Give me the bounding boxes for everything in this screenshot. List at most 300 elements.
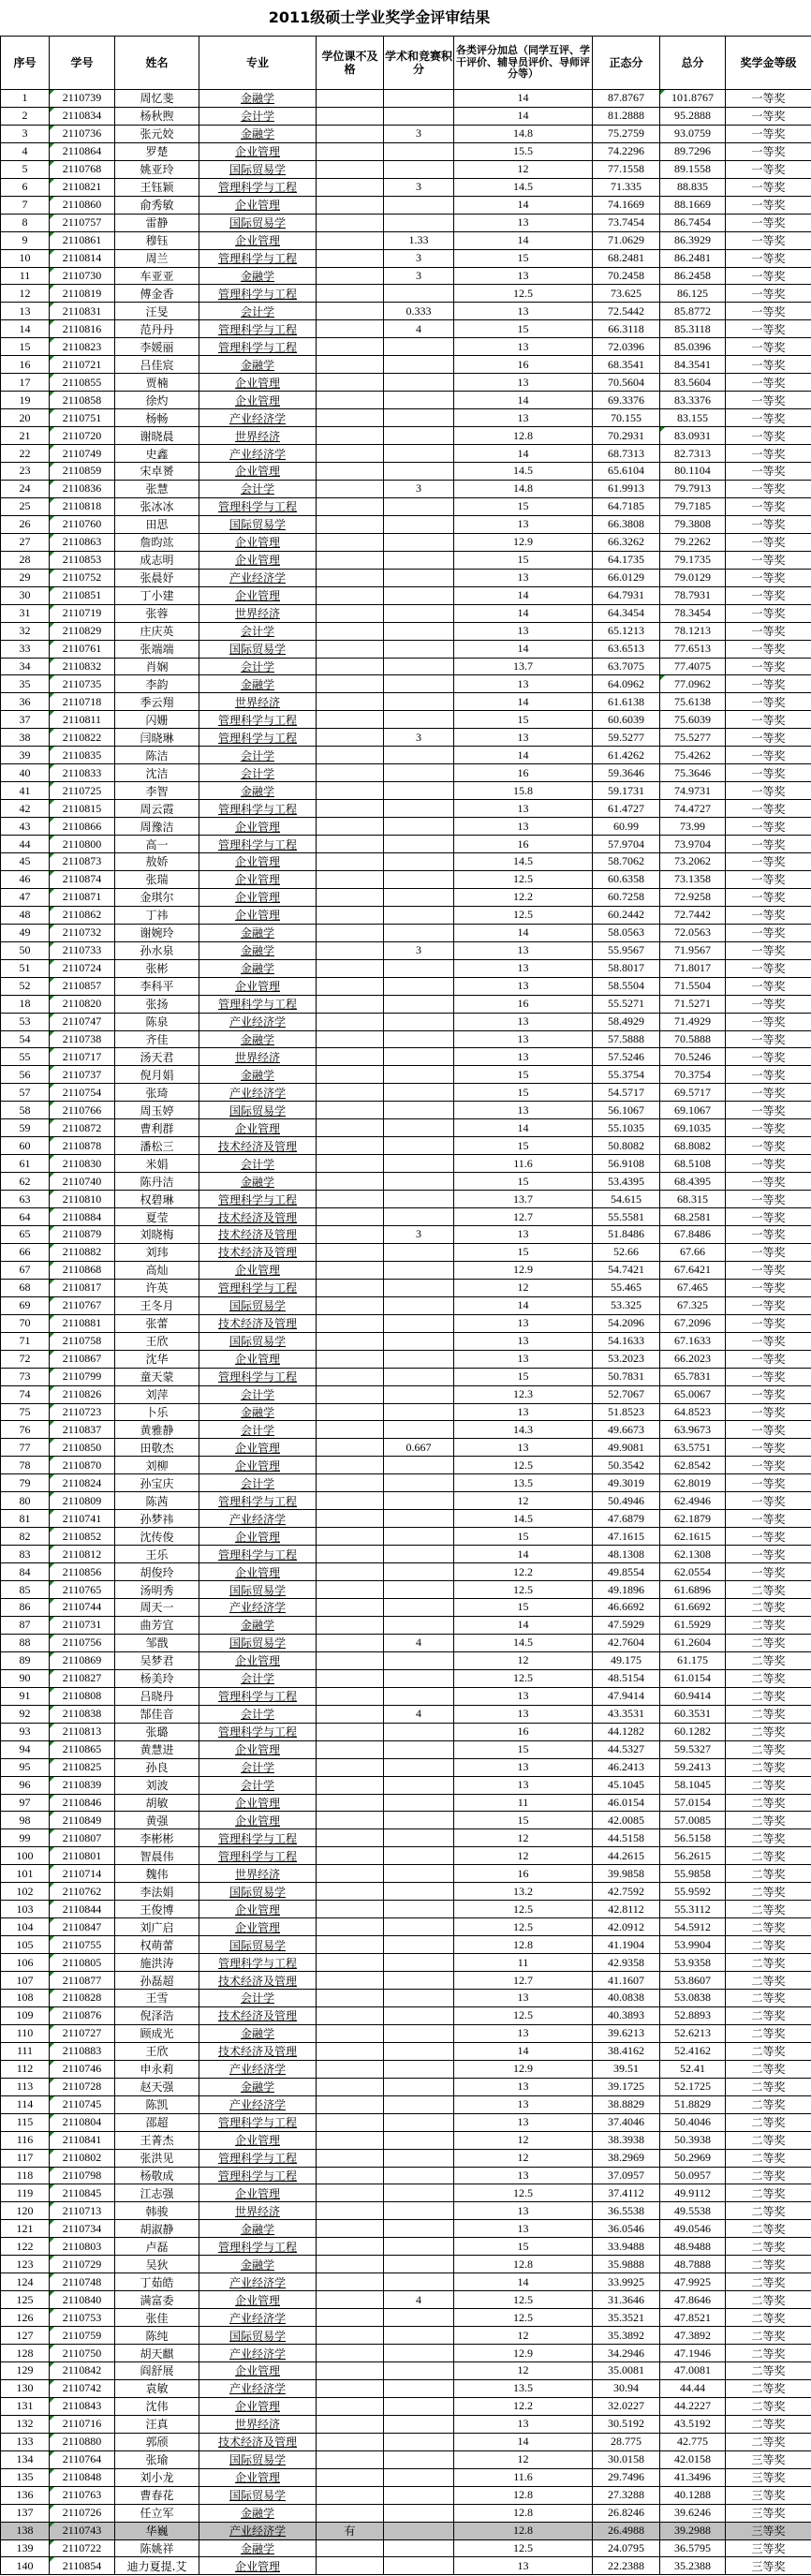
- cell-name[interactable]: 史鑫: [115, 445, 199, 463]
- cell-id[interactable]: 2110863: [50, 533, 115, 551]
- cell-no[interactable]: 8: [1, 214, 50, 231]
- cell-normal[interactable]: 47.6879: [593, 1510, 660, 1528]
- cell-total[interactable]: 67.465: [660, 1279, 726, 1296]
- cell-name[interactable]: 杨畅: [115, 409, 199, 427]
- cell-sum[interactable]: 15: [454, 1173, 593, 1191]
- cell-no[interactable]: 34: [1, 658, 50, 675]
- col-header-academic-competition-points[interactable]: 学术和竞赛积分: [384, 37, 454, 90]
- cell-fail[interactable]: [317, 1084, 384, 1102]
- cell-award[interactable]: 一等奖: [726, 569, 811, 586]
- cell-id[interactable]: 2110815: [50, 800, 115, 818]
- cell-award[interactable]: 一等奖: [726, 764, 811, 782]
- cell-major[interactable]: 管理科学与工程: [199, 2167, 317, 2184]
- cell-sum[interactable]: 15: [454, 497, 593, 515]
- cell-sum[interactable]: 14.8: [454, 480, 593, 497]
- cell-award[interactable]: 一等奖: [726, 924, 811, 941]
- cell-no[interactable]: 40: [1, 764, 50, 782]
- col-header-total-score[interactable]: 总分: [660, 37, 726, 90]
- cell-no[interactable]: 93: [1, 1723, 50, 1740]
- cell-normal[interactable]: 52.66: [593, 1243, 660, 1261]
- cell-fail[interactable]: [317, 800, 384, 818]
- cell-name[interactable]: 李媛丽: [115, 338, 199, 356]
- cell-fail[interactable]: [317, 2024, 384, 2042]
- cell-id[interactable]: 2110854: [50, 2557, 115, 2575]
- cell-normal[interactable]: 73.7454: [593, 214, 660, 231]
- col-header-no[interactable]: 序号: [1, 37, 50, 90]
- cell-award[interactable]: 一等奖: [726, 852, 811, 870]
- cell-total[interactable]: 44.44: [660, 2379, 726, 2397]
- cell-id[interactable]: 2110818: [50, 497, 115, 515]
- cell-fail[interactable]: [317, 125, 384, 142]
- cell-name[interactable]: 卜乐: [115, 1403, 199, 1421]
- cell-name[interactable]: 黄慧进: [115, 1740, 199, 1758]
- cell-no[interactable]: 83: [1, 1546, 50, 1563]
- cell-normal[interactable]: 44.5327: [593, 1740, 660, 1758]
- cell-normal[interactable]: 34.2946: [593, 2345, 660, 2362]
- cell-award[interactable]: 二等奖: [726, 1616, 811, 1634]
- cell-sum[interactable]: 12.9: [454, 1261, 593, 1279]
- cell-sum[interactable]: 13: [454, 1989, 593, 2006]
- cell-total[interactable]: 83.0931: [660, 427, 726, 445]
- cell-bonus[interactable]: [384, 1208, 454, 1226]
- cell-id[interactable]: 2110858: [50, 392, 115, 409]
- cell-sum[interactable]: 15: [454, 320, 593, 338]
- cell-bonus[interactable]: [384, 445, 454, 463]
- cell-major[interactable]: 管理科学与工程: [199, 1191, 317, 1208]
- cell-id[interactable]: 2110857: [50, 977, 115, 995]
- cell-name[interactable]: 吴梦君: [115, 1651, 199, 1669]
- cell-normal[interactable]: 59.1731: [593, 782, 660, 800]
- cell-id[interactable]: 2110855: [50, 374, 115, 392]
- cell-no[interactable]: 60: [1, 1137, 50, 1155]
- cell-bonus[interactable]: [384, 497, 454, 515]
- cell-award[interactable]: 三等奖: [726, 2468, 811, 2486]
- cell-fail[interactable]: [317, 1492, 384, 1510]
- cell-bonus[interactable]: [384, 1794, 454, 1812]
- cell-no[interactable]: 47: [1, 888, 50, 906]
- cell-normal[interactable]: 65.6104: [593, 463, 660, 481]
- cell-award[interactable]: 一等奖: [726, 1368, 811, 1385]
- cell-sum[interactable]: 13: [454, 1758, 593, 1776]
- cell-major[interactable]: 企业管理: [199, 852, 317, 870]
- cell-fail[interactable]: [317, 2149, 384, 2167]
- cell-major[interactable]: 金融学: [199, 2256, 317, 2273]
- cell-sum[interactable]: 15: [454, 1243, 593, 1261]
- cell-id[interactable]: 2110836: [50, 480, 115, 497]
- cell-bonus[interactable]: [384, 1847, 454, 1865]
- cell-fail[interactable]: [317, 374, 384, 392]
- cell-bonus[interactable]: [384, 1599, 454, 1617]
- cell-name[interactable]: 张端端: [115, 640, 199, 658]
- cell-major[interactable]: 国际贸易学: [199, 1634, 317, 1651]
- cell-total[interactable]: 68.4395: [660, 1173, 726, 1191]
- cell-no[interactable]: 130: [1, 2379, 50, 2397]
- cell-id[interactable]: 2110736: [50, 125, 115, 142]
- cell-total[interactable]: 73.2062: [660, 852, 726, 870]
- cell-fail[interactable]: [317, 640, 384, 658]
- cell-major[interactable]: 企业管理: [199, 1439, 317, 1457]
- cell-award[interactable]: 一等奖: [726, 1492, 811, 1510]
- cell-sum[interactable]: 15: [454, 1084, 593, 1102]
- cell-major[interactable]: 企业管理: [199, 533, 317, 551]
- cell-normal[interactable]: 37.4112: [593, 2184, 660, 2202]
- cell-sum[interactable]: 15: [454, 1599, 593, 1617]
- cell-fail[interactable]: [317, 356, 384, 374]
- cell-major[interactable]: 国际贸易学: [199, 515, 317, 533]
- cell-name[interactable]: 庄庆英: [115, 622, 199, 640]
- cell-id[interactable]: 2110847: [50, 1918, 115, 1936]
- cell-bonus[interactable]: 3: [384, 125, 454, 142]
- cell-total[interactable]: 49.5538: [660, 2202, 726, 2220]
- cell-bonus[interactable]: [384, 2042, 454, 2060]
- cell-total[interactable]: 67.325: [660, 1296, 726, 1314]
- cell-total[interactable]: 79.2262: [660, 533, 726, 551]
- cell-id[interactable]: 2110828: [50, 1989, 115, 2006]
- cell-no[interactable]: 42: [1, 800, 50, 818]
- cell-name[interactable]: 邹戬: [115, 1634, 199, 1651]
- cell-normal[interactable]: 55.5581: [593, 1208, 660, 1226]
- cell-no[interactable]: 17: [1, 374, 50, 392]
- cell-award[interactable]: 一等奖: [726, 658, 811, 675]
- cell-award[interactable]: 一等奖: [726, 231, 811, 249]
- cell-fail[interactable]: [317, 1279, 384, 1296]
- cell-major[interactable]: 会计学: [199, 1758, 317, 1776]
- cell-name[interactable]: 张瑞: [115, 870, 199, 888]
- cell-normal[interactable]: 50.7831: [593, 1368, 660, 1385]
- cell-sum[interactable]: 12.8: [454, 2486, 593, 2504]
- cell-award[interactable]: 二等奖: [726, 2415, 811, 2433]
- cell-award[interactable]: 一等奖: [726, 480, 811, 497]
- cell-major[interactable]: 世界经济: [199, 427, 317, 445]
- cell-normal[interactable]: 64.3454: [593, 604, 660, 622]
- cell-normal[interactable]: 39.1725: [593, 2078, 660, 2095]
- cell-normal[interactable]: 68.2481: [593, 249, 660, 267]
- col-header-major[interactable]: 专业: [199, 37, 317, 90]
- cell-name[interactable]: 罗楚: [115, 142, 199, 160]
- cell-fail[interactable]: [317, 1403, 384, 1421]
- cell-total[interactable]: 62.8019: [660, 1474, 726, 1492]
- cell-sum[interactable]: 11.6: [454, 1155, 593, 1173]
- cell-major[interactable]: 产业经济学: [199, 1599, 317, 1617]
- cell-no[interactable]: 128: [1, 2345, 50, 2362]
- cell-award[interactable]: 二等奖: [726, 1581, 811, 1599]
- cell-sum[interactable]: 13: [454, 622, 593, 640]
- cell-award[interactable]: 一等奖: [726, 1155, 811, 1173]
- cell-bonus[interactable]: [384, 427, 454, 445]
- cell-bonus[interactable]: [384, 1314, 454, 1332]
- cell-bonus[interactable]: [384, 658, 454, 675]
- cell-name[interactable]: 杨美玲: [115, 1669, 199, 1687]
- cell-no[interactable]: 136: [1, 2486, 50, 2504]
- cell-fail[interactable]: [317, 1723, 384, 1740]
- cell-name[interactable]: 胡敏: [115, 1794, 199, 1812]
- cell-no[interactable]: 51: [1, 959, 50, 977]
- cell-bonus[interactable]: [384, 2060, 454, 2078]
- cell-award[interactable]: 二等奖: [726, 1936, 811, 1954]
- cell-bonus[interactable]: [384, 870, 454, 888]
- cell-id[interactable]: 2110876: [50, 2006, 115, 2024]
- cell-major[interactable]: 产业经济学: [199, 2522, 317, 2539]
- cell-normal[interactable]: 66.3118: [593, 320, 660, 338]
- cell-no[interactable]: 57: [1, 1084, 50, 1102]
- cell-normal[interactable]: 49.175: [593, 1651, 660, 1669]
- cell-sum[interactable]: 12.9: [454, 2060, 593, 2078]
- cell-no[interactable]: 5: [1, 160, 50, 178]
- cell-award[interactable]: 二等奖: [726, 2238, 811, 2256]
- cell-normal[interactable]: 54.5717: [593, 1084, 660, 1102]
- cell-name[interactable]: 许英: [115, 1279, 199, 1296]
- cell-total[interactable]: 70.5246: [660, 1048, 726, 1066]
- cell-name[interactable]: 华巍: [115, 2522, 199, 2539]
- cell-major[interactable]: 产业经济学: [199, 1084, 317, 1102]
- cell-no[interactable]: 139: [1, 2539, 50, 2557]
- cell-total[interactable]: 64.8523: [660, 1403, 726, 1421]
- cell-total[interactable]: 55.3112: [660, 1901, 726, 1918]
- cell-normal[interactable]: 54.1633: [593, 1332, 660, 1350]
- cell-no[interactable]: 78: [1, 1457, 50, 1474]
- cell-normal[interactable]: 58.8017: [593, 959, 660, 977]
- cell-fail[interactable]: [317, 852, 384, 870]
- cell-major[interactable]: 企业管理: [199, 586, 317, 604]
- cell-award[interactable]: 三等奖: [726, 2486, 811, 2504]
- cell-award[interactable]: 二等奖: [726, 1634, 811, 1651]
- cell-total[interactable]: 41.3496: [660, 2468, 726, 2486]
- cell-normal[interactable]: 74.1669: [593, 196, 660, 214]
- cell-fail[interactable]: [317, 2415, 384, 2433]
- cell-no[interactable]: 110: [1, 2024, 50, 2042]
- cell-fail[interactable]: [317, 924, 384, 941]
- cell-major[interactable]: 产业经济学: [199, 2345, 317, 2362]
- cell-id[interactable]: 2110840: [50, 2291, 115, 2309]
- cell-normal[interactable]: 22.2388: [593, 2557, 660, 2575]
- cell-fail[interactable]: [317, 2486, 384, 2504]
- cell-fail[interactable]: [317, 1546, 384, 1563]
- cell-major[interactable]: 金融学: [199, 1030, 317, 1048]
- cell-name[interactable]: 宋卓赟: [115, 463, 199, 481]
- cell-name[interactable]: 敖娇: [115, 852, 199, 870]
- cell-id[interactable]: 2110852: [50, 1528, 115, 1546]
- cell-total[interactable]: 70.3754: [660, 1066, 726, 1084]
- cell-total[interactable]: 62.1615: [660, 1528, 726, 1546]
- cell-award[interactable]: 一等奖: [726, 303, 811, 320]
- cell-id[interactable]: 2110798: [50, 2167, 115, 2184]
- cell-name[interactable]: 成志明: [115, 551, 199, 569]
- cell-id[interactable]: 2110721: [50, 356, 115, 374]
- cell-name[interactable]: 雷静: [115, 214, 199, 231]
- cell-sum[interactable]: 13: [454, 1102, 593, 1119]
- cell-normal[interactable]: 41.1904: [593, 1936, 660, 1954]
- cell-normal[interactable]: 38.4162: [593, 2042, 660, 2060]
- cell-name[interactable]: 刘柳: [115, 1457, 199, 1474]
- cell-id[interactable]: 2110853: [50, 551, 115, 569]
- cell-sum[interactable]: 13.2: [454, 1883, 593, 1901]
- cell-sum[interactable]: 14: [454, 604, 593, 622]
- cell-id[interactable]: 2110882: [50, 1243, 115, 1261]
- cell-award[interactable]: 一等奖: [726, 1314, 811, 1332]
- cell-major[interactable]: 国际贸易学: [199, 1296, 317, 1314]
- cell-fail[interactable]: [317, 1812, 384, 1829]
- cell-major[interactable]: 技术经济及管理: [199, 1226, 317, 1244]
- cell-total[interactable]: 84.3541: [660, 356, 726, 374]
- cell-major[interactable]: 管理科学与工程: [199, 995, 317, 1013]
- cell-no[interactable]: 91: [1, 1687, 50, 1705]
- cell-no[interactable]: 79: [1, 1474, 50, 1492]
- cell-major[interactable]: 管理科学与工程: [199, 2113, 317, 2131]
- cell-no[interactable]: 70: [1, 1314, 50, 1332]
- cell-total[interactable]: 61.5929: [660, 1616, 726, 1634]
- cell-bonus[interactable]: [384, 747, 454, 764]
- cell-normal[interactable]: 38.2969: [593, 2149, 660, 2167]
- cell-bonus[interactable]: [384, 2220, 454, 2238]
- cell-total[interactable]: 67.66: [660, 1243, 726, 1261]
- cell-id[interactable]: 2110749: [50, 445, 115, 463]
- cell-normal[interactable]: 35.9888: [593, 2256, 660, 2273]
- cell-normal[interactable]: 64.7185: [593, 497, 660, 515]
- cell-normal[interactable]: 33.9488: [593, 2238, 660, 2256]
- cell-sum[interactable]: 13: [454, 1350, 593, 1368]
- cell-normal[interactable]: 57.5888: [593, 1030, 660, 1048]
- cell-normal[interactable]: 47.1615: [593, 1528, 660, 1546]
- cell-fail[interactable]: [317, 747, 384, 764]
- cell-no[interactable]: 103: [1, 1901, 50, 1918]
- cell-no[interactable]: 129: [1, 2362, 50, 2380]
- cell-bonus[interactable]: [384, 1723, 454, 1740]
- cell-bonus[interactable]: [384, 2309, 454, 2327]
- cell-bonus[interactable]: [384, 1296, 454, 1314]
- cell-fail[interactable]: [317, 1155, 384, 1173]
- cell-no[interactable]: 75: [1, 1403, 50, 1421]
- cell-normal[interactable]: 56.9108: [593, 1155, 660, 1173]
- cell-no[interactable]: 82: [1, 1528, 50, 1546]
- cell-id[interactable]: 2110800: [50, 836, 115, 853]
- cell-normal[interactable]: 49.3019: [593, 1474, 660, 1492]
- cell-fail[interactable]: [317, 2450, 384, 2468]
- cell-fail[interactable]: [317, 1102, 384, 1119]
- cell-normal[interactable]: 37.0957: [593, 2167, 660, 2184]
- cell-major[interactable]: 企业管理: [199, 551, 317, 569]
- col-header-degree-course-fail[interactable]: 学位课不及格: [317, 37, 384, 90]
- cell-fail[interactable]: [317, 1758, 384, 1776]
- cell-total[interactable]: 49.9112: [660, 2184, 726, 2202]
- cell-bonus[interactable]: [384, 1119, 454, 1137]
- cell-fail[interactable]: [317, 1173, 384, 1191]
- cell-fail[interactable]: [317, 1350, 384, 1368]
- cell-fail[interactable]: [317, 1954, 384, 1972]
- cell-no[interactable]: 10: [1, 249, 50, 267]
- cell-sum[interactable]: 12.5: [454, 2006, 593, 2024]
- cell-total[interactable]: 71.5504: [660, 977, 726, 995]
- cell-sum[interactable]: 13: [454, 1314, 593, 1332]
- cell-normal[interactable]: 66.3262: [593, 533, 660, 551]
- cell-award[interactable]: 二等奖: [726, 1901, 811, 1918]
- cell-name[interactable]: 孙磊超: [115, 1972, 199, 1990]
- cell-normal[interactable]: 53.2023: [593, 1350, 660, 1368]
- cell-fail[interactable]: [317, 303, 384, 320]
- cell-normal[interactable]: 46.0154: [593, 1794, 660, 1812]
- cell-name[interactable]: 王乐: [115, 1546, 199, 1563]
- cell-major[interactable]: 管理科学与工程: [199, 1847, 317, 1865]
- cell-fail[interactable]: [317, 1651, 384, 1669]
- cell-total[interactable]: 62.1308: [660, 1546, 726, 1563]
- cell-no[interactable]: 37: [1, 711, 50, 729]
- cell-fail[interactable]: [317, 2113, 384, 2131]
- cell-major[interactable]: 管理科学与工程: [199, 711, 317, 729]
- cell-name[interactable]: 孙水泉: [115, 941, 199, 959]
- cell-normal[interactable]: 42.7604: [593, 1634, 660, 1651]
- cell-major[interactable]: 会计学: [199, 1155, 317, 1173]
- cell-bonus[interactable]: [384, 1776, 454, 1794]
- cell-name[interactable]: 吕佳宸: [115, 356, 199, 374]
- cell-total[interactable]: 101.8767: [660, 90, 726, 108]
- cell-normal[interactable]: 46.6692: [593, 1599, 660, 1617]
- cell-total[interactable]: 53.9358: [660, 1954, 726, 1972]
- cell-fail[interactable]: [317, 569, 384, 586]
- cell-total[interactable]: 57.0085: [660, 1812, 726, 1829]
- cell-bonus[interactable]: [384, 1457, 454, 1474]
- cell-total[interactable]: 79.0129: [660, 569, 726, 586]
- cell-award[interactable]: 一等奖: [726, 782, 811, 800]
- cell-fail[interactable]: [317, 1191, 384, 1208]
- cell-id[interactable]: 2110735: [50, 675, 115, 693]
- cell-total[interactable]: 67.2096: [660, 1314, 726, 1332]
- cell-id[interactable]: 2110834: [50, 107, 115, 125]
- cell-bonus[interactable]: [384, 604, 454, 622]
- cell-normal[interactable]: 71.335: [593, 178, 660, 196]
- cell-name[interactable]: 曹利群: [115, 1119, 199, 1137]
- cell-name[interactable]: 金琪尔: [115, 888, 199, 906]
- cell-award[interactable]: 二等奖: [726, 1918, 811, 1936]
- cell-normal[interactable]: 49.1896: [593, 1581, 660, 1599]
- cell-bonus[interactable]: [384, 1989, 454, 2006]
- cell-sum[interactable]: 15: [454, 1528, 593, 1546]
- cell-award[interactable]: 二等奖: [726, 2362, 811, 2380]
- cell-name[interactable]: 傅金香: [115, 285, 199, 303]
- cell-fail[interactable]: [317, 1616, 384, 1634]
- cell-bonus[interactable]: [384, 2131, 454, 2149]
- cell-sum[interactable]: 14: [454, 90, 593, 108]
- cell-fail[interactable]: [317, 463, 384, 481]
- cell-award[interactable]: 一等奖: [726, 604, 811, 622]
- cell-no[interactable]: 134: [1, 2450, 50, 2468]
- cell-no[interactable]: 80: [1, 1492, 50, 1510]
- cell-fail[interactable]: [317, 2042, 384, 2060]
- cell-no[interactable]: 97: [1, 1794, 50, 1812]
- cell-id[interactable]: 2110862: [50, 906, 115, 924]
- cell-id[interactable]: 2110737: [50, 1066, 115, 1084]
- cell-bonus[interactable]: [384, 2273, 454, 2291]
- cell-total[interactable]: 65.0067: [660, 1385, 726, 1403]
- cell-sum[interactable]: 12: [454, 2450, 593, 2468]
- cell-id[interactable]: 2110740: [50, 1173, 115, 1191]
- cell-major[interactable]: 产业经济学: [199, 2060, 317, 2078]
- cell-major[interactable]: 企业管理: [199, 1119, 317, 1137]
- cell-normal[interactable]: 54.615: [593, 1191, 660, 1208]
- cell-sum[interactable]: 12.5: [454, 1457, 593, 1474]
- cell-award[interactable]: 一等奖: [726, 107, 811, 125]
- cell-fail[interactable]: [317, 1066, 384, 1084]
- cell-fail[interactable]: [317, 1261, 384, 1279]
- cell-no[interactable]: 44: [1, 836, 50, 853]
- cell-total[interactable]: 77.0962: [660, 675, 726, 693]
- cell-award[interactable]: 一等奖: [726, 800, 811, 818]
- cell-id[interactable]: 2110758: [50, 1332, 115, 1350]
- cell-award[interactable]: 一等奖: [726, 160, 811, 178]
- cell-name[interactable]: 王雪: [115, 1989, 199, 2006]
- cell-fail[interactable]: [317, 551, 384, 569]
- cell-sum[interactable]: 13: [454, 1403, 593, 1421]
- cell-name[interactable]: 夏莹: [115, 1208, 199, 1226]
- cell-id[interactable]: 2110719: [50, 604, 115, 622]
